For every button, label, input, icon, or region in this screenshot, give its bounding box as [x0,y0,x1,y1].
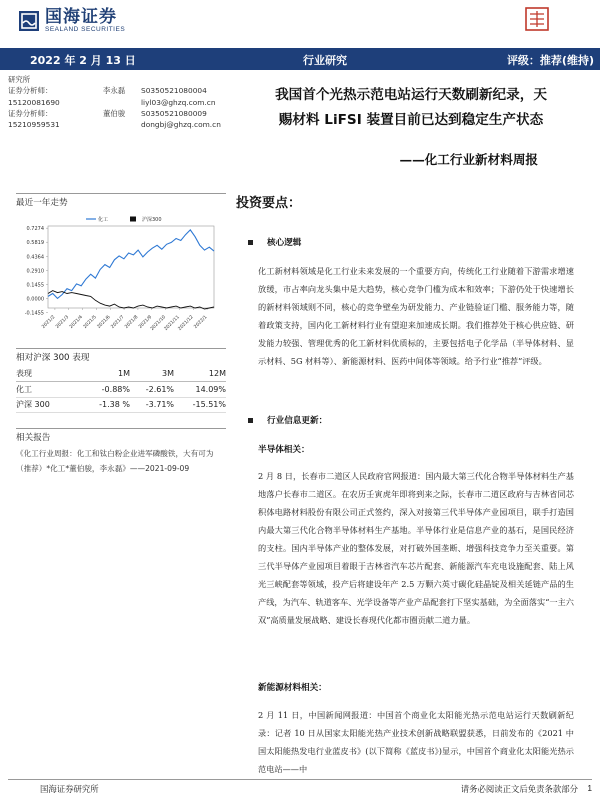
title-line-2: 赐材料 LiFSI 装置目前已达到稳定生产状态 [278,112,544,128]
x-tick-label: 2021/11 [163,314,181,332]
trend-chart [8,212,234,332]
footer-institute: 国海证券研究所 [40,784,99,794]
series-line-chemical [48,230,214,299]
page-number: 1 [587,783,592,793]
table-header-row: 表现 1M 3M 12M [16,366,226,382]
section-core-logic: 核心逻辑 [248,236,301,248]
logo-english-name: SEALAND SECURITIES [45,26,126,33]
x-tick-label: 2021/7 [110,314,126,330]
y-tick-label: 0.7274 [26,226,44,233]
analyst-contact-row: 15210959531 dongbj@ghzq.com.cn [8,120,221,130]
x-tick-label: 2021/12 [177,314,195,332]
x-tick-label: 2021/9 [138,314,154,330]
chart-heading: 最近一年走势 [16,198,68,208]
analyst-contact-row: 15120081690 liyl03@ghzq.com.cn [8,97,216,107]
core-logic-paragraph: 化工新材料领域是化工行业未来发展的一个重要方向，传统化工行业随着下游需求增速放缓，市占率向龙头集中是大趋势，核心竞争门槛为成本和效率；下游仍处于快速增长的新材料领域则不同，核心的竞争壁垒为研发能力、产业链验证门槛、服务能力等，随着政策支持，国内化工新材料行业有望迎来加速成长期。我们推荐处于核心供应链、研发能力较强、管理优秀的化工新材料优质标的，主要包括电子化学品（半导体材料、显示材料、5G 材料等）、新能源材料、医药中间体等领域。给予行业“推荐”评级。 [258,266,574,366]
report-type: 行业研究 [303,54,347,67]
legend-swatch [130,217,136,222]
analyst-info [8,74,234,130]
new-energy-subheading: 新能源材料相关： [258,683,327,693]
y-tick-label: 0.5819 [26,240,44,247]
title-line-1: 我国首个光热示范电站运行天数刷新纪录，天 [275,87,547,103]
seal-stamp-icon [524,6,550,32]
y-tick-label: 0.0000 [26,296,44,303]
page-header [0,0,600,48]
chart-frame [48,226,214,308]
x-tick-label: 2021/2 [41,314,57,330]
perf-heading: 相对沪深 300 表现 [16,353,90,363]
y-tick-label: 0.2910 [26,268,44,275]
investment-highlights-heading: 投资要点： [236,196,302,211]
related-report-link[interactable]: 《化工行业周报：化工和钛白粉企业进军磷酸铁，大有可为（推荐）*化工*董伯骏，李永磊》——2021-09-09 [16,449,214,473]
y-tick-label: -0.1455 [24,310,44,317]
semiconductor-subheading: 半导体相关： [258,445,310,455]
new-energy-paragraph: 2 月 11 日，中国新闻网报道：中国首个商业化太阳能光热示范电站运行天数刷新纪录：记者 10 日从国家太阳能光热产业技术创新战略联盟获悉，日前发布的《2021 中国太阳能热发电行业蓝皮书》(以下简称《蓝皮书》)显示，中国首个商业化太阳能光热示范电站——中 [258,710,574,774]
x-tick-label: 2021/10 [149,314,167,332]
logo-chinese-name: 国海证券 [45,7,117,27]
analyst-row: 证券分析师： 李永磊 S0350521080004 [8,86,207,96]
industry-rating: 评级：推荐(维持) [506,54,594,67]
x-tick-label: 2022/1 [193,314,209,330]
y-tick-label: 0.1455 [26,282,44,289]
bullet-square-icon [248,418,253,423]
x-tick-label: 2021/3 [55,314,71,330]
section-industry-update: 行业信息更新： [248,414,327,426]
semiconductor-paragraph: 2 月 8 日，长春市二道区人民政府官网报道：国内最大第三代化合物半导体材料生产基地落户长春市二道区。在农历壬寅虎年即将到来之际，长春市二道区政府与吉林省同芯积体电路材料股份有限公司正式签约，深入对接第三代半导体产业园项目，联手打造国内最大第三代化合物半导体材料生产基地。半导体行业是信息产业的基石，是国民经济的支柱。国内半导体产业的整体发展，对打破外国垄断、增强科技竞争力至关重要。第三代半导体产业园项目着眼于吉林省汽车芯片配套、新能源汽车充电设施配套、陆上风光三峡配套等领域，投产后将建设年产 2.5 万颗六英寸碳化硅晶锭及相关延链产品的生产线，为汽车、轨道客车、光学设备等产业产品配套打下坚实基础，为全面落实“一主六双”高质量发展战略、建设长春现代化都市圈贡献二道力量。 [258,471,574,625]
x-tick-label: 2021/5 [82,314,98,330]
table-row: 化工 -0.88% -2.61% 14.09% [16,382,226,398]
bullet-square-icon [248,240,253,245]
report-info-bar [0,48,600,70]
x-tick-label: 2021/8 [124,314,140,330]
y-tick-label: 0.4364 [26,254,44,261]
series-line-csi300 [48,291,214,309]
x-tick-label: 2021/4 [69,314,84,330]
trend-chart-svg [8,212,234,332]
sidebar-divider [16,348,226,349]
analyst-email[interactable]: liyl03@ghzq.com.cn [141,97,216,107]
company-logo [18,8,125,34]
x-tick-label: 2021/6 [96,314,112,330]
table-row: 沪深 300 -1.38 % -3.71% -15.51% [16,397,226,413]
legend-label: 沪深300 [142,217,162,223]
research-institute-label: 研究所 [8,75,31,84]
report-title [236,83,586,133]
report-subtitle: ——化工行业新材料周报 [399,152,538,167]
analyst-row: 证券分析师： 董伯骏 S0350521080009 [8,108,207,118]
related-heading: 相关报告 [16,433,51,443]
analyst-email[interactable]: dongbj@ghzq.com.cn [141,120,221,130]
legend-label: 化工 [98,217,109,223]
performance-table [16,366,226,413]
page-footer [0,780,600,800]
report-date: 2022 年 2 月 13 日 [30,54,136,67]
footer-disclaimer: 请务必阅读正文后免责条款部分 [460,784,578,794]
sidebar-divider [16,193,226,194]
sealand-logo-icon [18,10,40,32]
sidebar-divider [16,428,226,429]
